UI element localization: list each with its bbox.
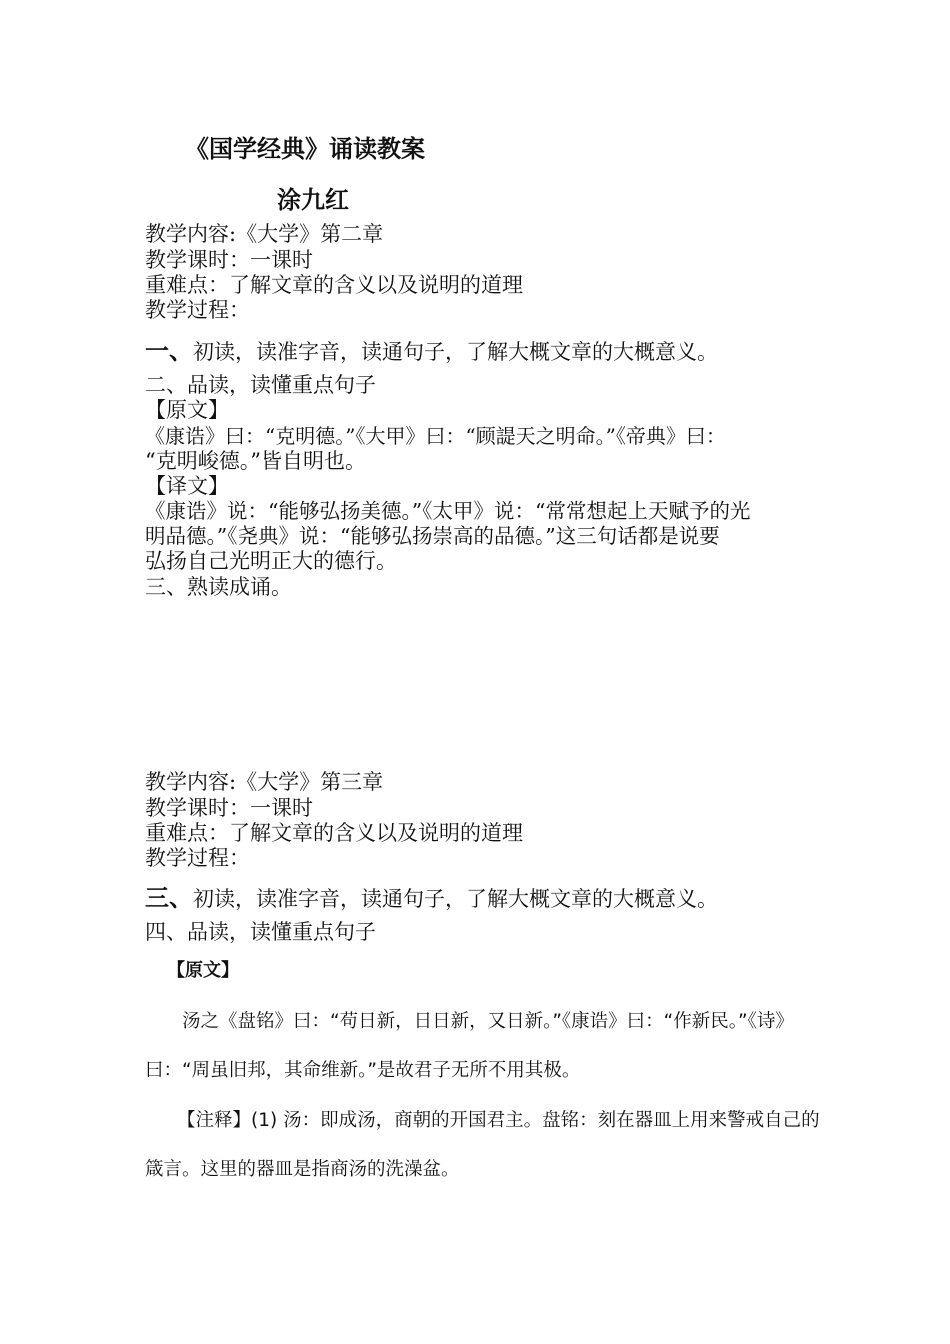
lesson1-content: 教学内容:《大学》第二章 — [145, 222, 384, 246]
lesson1-key-points: 重难点：了解文章的含义以及说明的道理 — [145, 273, 523, 297]
lesson1-step1-text: 初读，读准字音，读通句子，了解大概文章的大概意义。 — [193, 340, 718, 364]
lesson2-original-heading: 【原文】 — [167, 960, 239, 981]
document-title: 《国学经典》诵读教案 — [185, 135, 425, 163]
lesson1-hours: 教学课时：一课时 — [145, 248, 313, 272]
lesson2-process: 教学过程： — [145, 846, 250, 870]
author-name: 涂九红 — [277, 186, 349, 214]
lesson1-step1-number: 一、 — [145, 336, 193, 365]
lesson1-step1 — [145, 336, 718, 365]
lesson2-step1 — [145, 883, 718, 912]
lesson1-step3: 三、熟读成诵。 — [145, 575, 292, 599]
lesson2-step1-text: 初读，读准字音，读通句子，了解大概文章的大概意义。 — [193, 887, 718, 911]
lesson1-step2: 二、品读，读懂重点句子 — [145, 373, 376, 397]
lesson2-note-line2: 箴言。这里的器皿是指商汤的洗澡盆。 — [145, 1159, 460, 1180]
lesson2-key-points: 重难点：了解文章的含义以及说明的道理 — [145, 821, 523, 845]
lesson1-process: 教学过程： — [145, 298, 250, 322]
lesson1-translation-heading: 【译文】 — [145, 474, 229, 498]
lesson1-translation-line3: 弘扬自己光明正大的德行。 — [145, 549, 397, 573]
lesson2-original-line2: 曰：“周虽旧邦，其命维新。”是故君子无所不用其极。 — [145, 1060, 581, 1081]
lesson2-step1-number: 三、 — [145, 883, 193, 912]
lesson1-original-line1: 《康诰》曰：“克明德。”《大甲》曰：“顾諟天之明命。”《帝典》曰： — [145, 424, 726, 448]
lesson1-translation-line2: 明品德。”《尧典》说：“能够弘扬崇高的品德。”这三句话都是说要 — [145, 524, 720, 548]
lesson1-original-heading: 【原文】 — [145, 398, 229, 422]
lesson1-original-line2: “克明峻德。”皆自明也。 — [145, 449, 366, 473]
lesson2-content: 教学内容:《大学》第三章 — [145, 770, 384, 794]
lesson2-step2: 四、品读，读懂重点句子 — [145, 920, 376, 944]
lesson1-translation-line1: 《康诰》说：“能够弘扬美德。”《太甲》说：“常常想起上天赋予的光 — [145, 499, 751, 523]
lesson2-hours: 教学课时：一课时 — [145, 796, 313, 820]
lesson2-original-line1: 汤之《盘铭》曰：“苟日新，日日新，又日新。”《康诰》曰：“作新民。”《诗》 — [182, 1011, 794, 1032]
lesson2-note-line1: 【注释】(1) 汤：即成汤，商朝的开国君主。盘铭：刻在器皿上用来警戒自己的 — [177, 1110, 820, 1131]
